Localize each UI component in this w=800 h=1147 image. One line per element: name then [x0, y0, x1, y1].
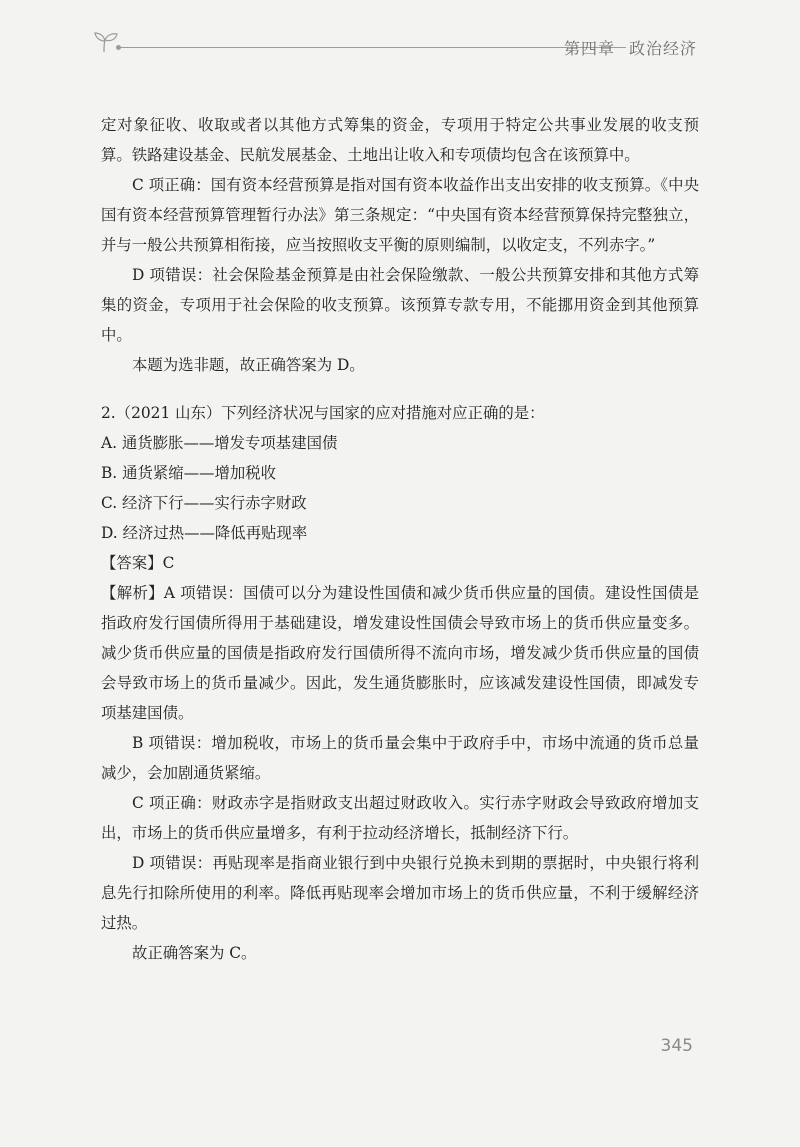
conclusion: 故正确答案为 C。 — [132, 944, 257, 962]
analysis-d: D 项错误：再贴现率是指商业银行到中央银行兑换未到期的票据时，中央银行将利息先行扣除所使用的利率。降低再贴现率会增加市场上的货币供应量，不利于缓解经济过热。 — [101, 854, 699, 932]
analysis-a-text: A 项错误：国债可以分为建设性国债和减少货币供应量的国债。建设性国债是指政府发行国债所得用于基础建设，增发建设性国债会导致市场上的货币供应量变多。减少货币供应量的国债是指政府发行国债所得不流向市场，增发减少货币供应量的国债会导致市场上的货币量减少。因此，发生通货膨胀时，应该减发建设性国债，即减发专项基建国债。 — [101, 584, 699, 722]
answer-label: 【答案】 — [101, 554, 163, 572]
paragraph: D 项错误：社会保险基金预算是由社会保险缴款、一般公共预算安排和其他方式筹集的资金，专项用于社会保险的收支预算。该预算专款专用，不能挪用资金到其他预算中。 — [101, 266, 699, 344]
analysis-label: 【解析】 — [101, 584, 164, 602]
answer-line — [101, 548, 699, 578]
header-rule-dot — [116, 45, 121, 50]
sprout-icon — [92, 30, 122, 54]
option-a: A. 通货膨胀——增发专项基建国债 — [101, 434, 338, 452]
option-c: C. 经济下行——实行赤字财政 — [101, 494, 307, 512]
analysis-b: B 项错误：增加税收，市场上的货币量会集中于政府手中，市场中流通的货币总量减少，会加剧通货紧缩。 — [101, 734, 699, 782]
page-body — [101, 110, 699, 968]
page-number: 345 — [660, 1036, 693, 1056]
question-stem: 2.（2021 山东）下列经济状况与国家的应对措施对应正确的是： — [101, 404, 545, 422]
answer-value: C — [162, 554, 175, 572]
paragraph: 定对象征收、收取或者以其他方式筹集的资金，专项用于特定公共事业发展的收支预算。铁路建设基金、民航发展基金、土地出让收入和专项债均包含在该预算中。 — [101, 116, 699, 164]
analysis-a — [101, 578, 699, 728]
analysis-c: C 项正确：财政赤字是指财政支出超过财政收入。实行赤字财政会导致政府增加支出，市场上的货币供应量增多，有利于拉动经济增长，抵制经济下行。 — [101, 794, 699, 842]
option-b: B. 通货紧缩——增加税收 — [101, 464, 277, 482]
running-header — [92, 28, 697, 68]
header-rule — [116, 47, 626, 48]
option-d: D. 经济过热——降低再贴现率 — [101, 524, 308, 542]
chapter-name: 政治经济 — [628, 39, 697, 58]
chapter-number: 第四章 — [563, 39, 615, 58]
paragraph: C 项正确：国有资本经营预算是指对国有资本收益作出支出安排的收支预算。《中央国有资本经营预算管理暂行办法》第三条规定：“中央国有资本经营预算保持完整独立，并与一般公共预算相衔接，应当按照收支平衡的原则编制，以收定支，不列赤字。” — [101, 176, 699, 254]
paragraph: 本题为选非题，故正确答案为 D。 — [132, 356, 365, 374]
chapter-title — [564, 36, 697, 59]
